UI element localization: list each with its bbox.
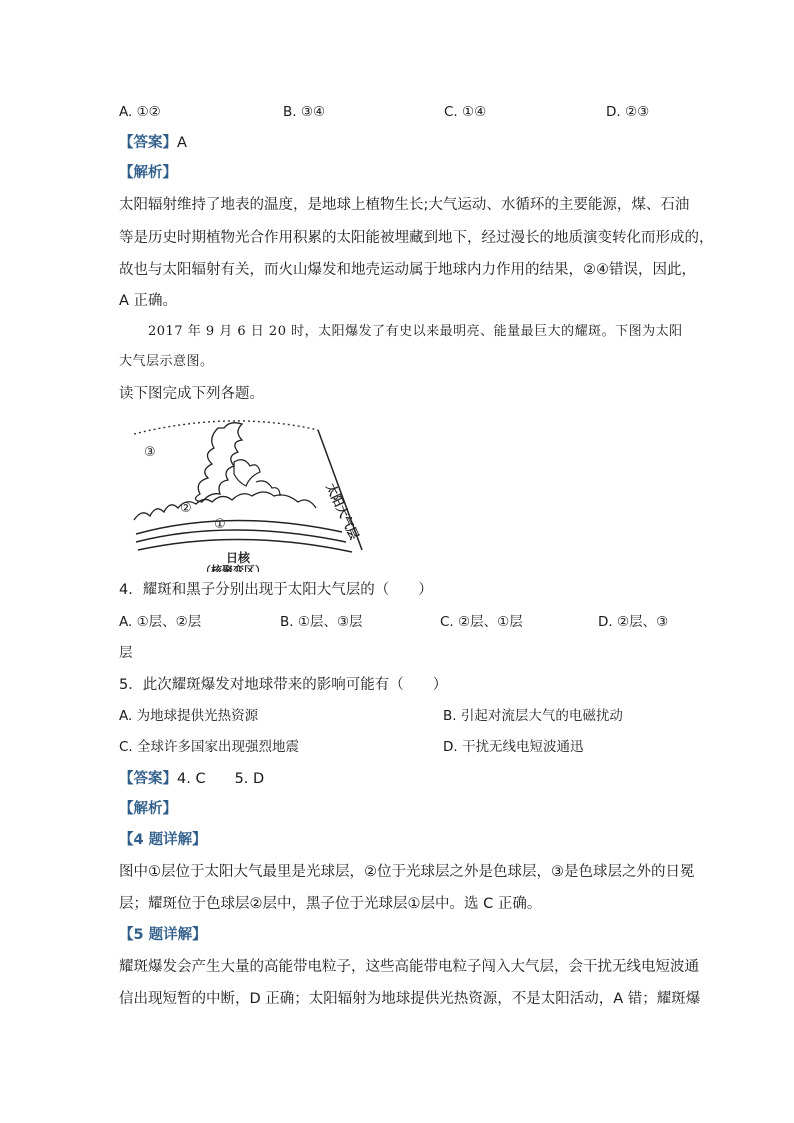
q4-option-d-wrap: 层 <box>119 645 133 661</box>
q5-option-a: A. 为地球提供光热资源 <box>119 708 259 724</box>
q4-option-c: C. ②层、①层 <box>440 614 523 630</box>
analysis-line: A 正确。 <box>119 293 178 309</box>
outer-boundary <box>134 421 318 434</box>
label-core-sub: （核聚变区） <box>200 564 266 572</box>
answer-value: A <box>177 135 187 151</box>
detail5-line: 信出现短暂的中断，D 正确；太阳辐射为地球提供光热资源，不是太阳活动，A 错；耀斑爆 <box>119 991 701 1007</box>
option-a: A. ①② <box>119 104 161 120</box>
instruction: 读下图完成下列各题。 <box>119 386 264 402</box>
answer-value: 4. C 5. D <box>177 771 265 787</box>
analysis-line: 太阳辐射维持了地表的温度，是地球上植物生长;大气运动、水循环的主要能源，煤、石油 <box>119 197 690 213</box>
analysis-line: 故也与太阳辐射有关，而火山爆发和地壳运动属于地球内力作用的结果，②④错误，因此， <box>119 262 696 278</box>
option-d: D. ②③ <box>606 104 650 120</box>
context-line: 大气层示意图。 <box>119 354 214 369</box>
q4-option-a: A. ①层、②层 <box>119 614 202 630</box>
detail5-tag: 【5 题详解】 <box>119 927 207 943</box>
detail4-tag: 【4 题详解】 <box>119 832 207 848</box>
label-num1: ① <box>214 517 226 532</box>
q5-option-c: C. 全球许多国家出现强烈地震 <box>119 739 300 755</box>
label-layer: 太阳大气层 <box>323 481 362 542</box>
label-core: 日核 <box>226 551 251 565</box>
answer-tag: 【答案】 <box>119 135 177 151</box>
option-c: C. ①④ <box>444 104 487 120</box>
solar-atmosphere-diagram <box>130 412 380 572</box>
detail5-line: 耀斑爆发会产生大量的高能带电粒子，这些高能带电粒子闯入大气层，会干扰无线电短波通 <box>119 959 699 975</box>
q5-option-d: D. 干扰无线电短波通迅 <box>443 739 584 755</box>
option-b: B. ③④ <box>283 104 326 120</box>
context-line: 2017 年 9 月 6 日 20 时，太阳爆发了有史以来最明亮、能量最巨大的耀斑。下图为太阳 <box>148 324 683 339</box>
label-num3: ③ <box>144 445 156 460</box>
answer-block-1 <box>119 133 187 153</box>
chromosphere-boundary <box>134 492 316 520</box>
flare-shape <box>195 423 242 502</box>
q4-option-b: B. ①层、③层 <box>280 614 363 630</box>
solar-atmosphere-figure <box>130 412 380 572</box>
answer-tag: 【答案】 <box>119 771 177 787</box>
q5-option-b: B. 引起对流层大气的电磁扰动 <box>443 708 623 724</box>
detail4-line: 图中①层位于太阳大气最里是光球层，②位于光球层之外是色球层，③是色球层之外的日冕 <box>119 864 695 880</box>
detail4-line: 层；耀斑位于色球层②层中，黑子位于光球层①层中。选 C 正确。 <box>119 896 542 912</box>
analysis-tag: 【解析】 <box>119 165 177 181</box>
prominence-tail <box>256 481 280 496</box>
q4-option-d: D. ②层、③ <box>598 614 669 630</box>
q5-stem: 5．此次耀斑爆发对地球带来的影响可能有（ ） <box>119 677 448 693</box>
q4-stem: 4．耀斑和黑子分别出现于太阳大气层的（ ） <box>119 582 433 598</box>
analysis-line: 等是历史时期植物光合作用积累的太阳能被埋藏到地下，经过漫长的地质演变转化而形成的， <box>119 230 714 246</box>
analysis-tag-2: 【解析】 <box>119 801 177 817</box>
answer-block-2 <box>119 769 264 789</box>
label-num2: ② <box>180 501 192 516</box>
photosphere-outer <box>136 520 342 534</box>
